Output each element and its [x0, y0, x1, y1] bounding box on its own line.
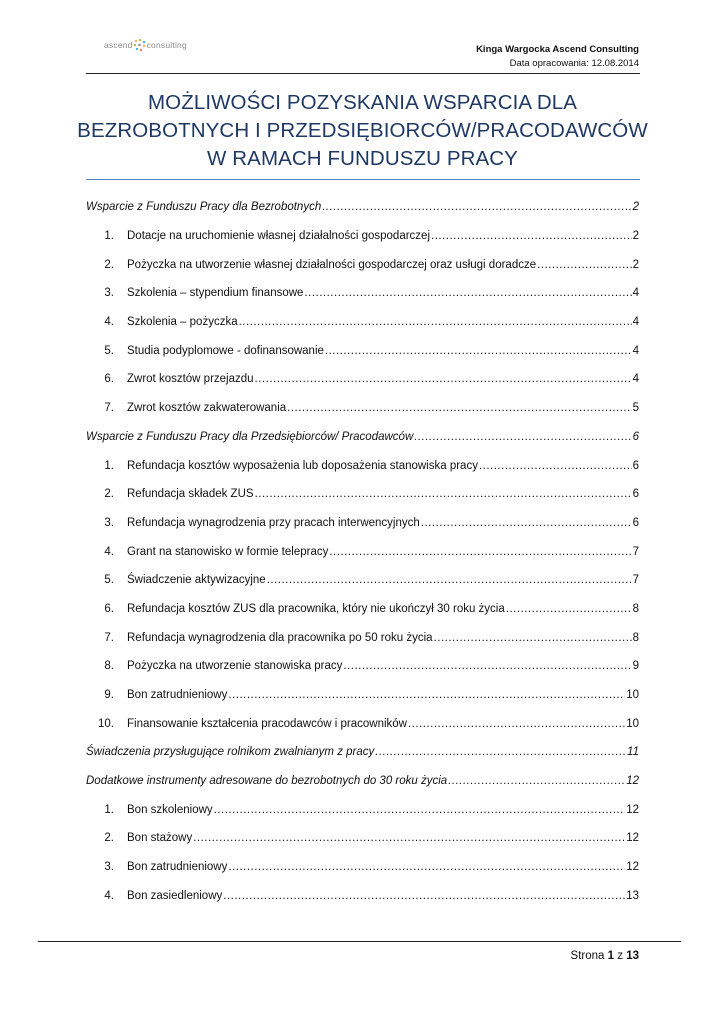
- footer-current-page: 1: [607, 950, 615, 962]
- toc-dot-leader: [193, 832, 625, 844]
- toc-item-entry[interactable]: [86, 279, 639, 308]
- toc-dot-leader: [479, 460, 632, 472]
- toc-item-number: 3.: [104, 287, 114, 300]
- toc-item-entry[interactable]: [86, 308, 639, 337]
- toc-item-entry[interactable]: [86, 336, 639, 365]
- toc-item-entry[interactable]: [86, 853, 639, 882]
- toc-item-entry[interactable]: [86, 709, 639, 738]
- toc-entry-text: Wsparcie z Funduszu Pracy dla Przedsiębiorców/ Pracodawców: [86, 430, 414, 443]
- toc-dot-leader: [255, 373, 632, 385]
- toc-entry-text: Refundacja wynagrodzenia dla pracownika po 50 roku życia: [127, 631, 433, 644]
- toc-entry-text: Dodatkowe instrumenty adresowane do bezrobotnych do 30 roku życia: [86, 775, 448, 788]
- toc-page-number: 5: [632, 402, 639, 415]
- toc-item-number: 4.: [104, 545, 114, 558]
- toc-entry-text: Zwrot kosztów zakwaterowania: [127, 402, 287, 415]
- toc-page-number: 12: [626, 803, 639, 816]
- header-company: Kinga Wargocka Ascend Consulting: [476, 44, 639, 55]
- toc-page-number: 12: [626, 775, 639, 788]
- toc-entry-text: Refundacja kosztów ZUS dla pracownika, który nie ukończył 30 roku życia: [127, 602, 505, 615]
- toc-dot-leader: [434, 632, 632, 644]
- toc-dot-leader: [448, 775, 625, 787]
- toc-dot-leader: [506, 603, 632, 615]
- toc-page-number: 9: [632, 660, 639, 673]
- toc-page-number: 6: [632, 430, 639, 443]
- title-line-2: BEZROBOTNYCH I PRZEDSIĘBIORCÓW/PRACODAWCÓW: [77, 119, 648, 142]
- toc-item-entry[interactable]: [86, 566, 639, 595]
- company-logo: [104, 39, 187, 51]
- toc-item-number: 9.: [104, 689, 114, 702]
- toc-item-entry[interactable]: [86, 365, 639, 394]
- toc-entry-text: Bon zatrudnieniowy: [127, 861, 228, 874]
- toc-item-number: 8.: [104, 660, 114, 673]
- toc-entry-text: Studia podyplomowe - dofinansowanie: [127, 344, 324, 357]
- toc-entry-text: Finansowanie kształcenia pracodawców i pracowników: [127, 717, 407, 730]
- toc-item-number: 7.: [104, 631, 114, 644]
- toc-page-number: 6: [632, 459, 639, 472]
- toc-entry-text: Grant na stanowisko w formie telepracy: [127, 545, 329, 558]
- toc-page-number: 10: [626, 717, 639, 730]
- toc-dot-leader: [421, 517, 632, 529]
- toc-dot-leader: [239, 316, 632, 328]
- toc-item-entry[interactable]: [86, 480, 639, 509]
- toc-item-number: 2.: [104, 832, 114, 845]
- toc-item-entry[interactable]: [86, 795, 639, 824]
- toc-item-number: 5.: [104, 574, 114, 587]
- toc-dot-leader: [228, 689, 625, 701]
- header-divider: [86, 73, 640, 74]
- toc-page-number: 4: [632, 344, 639, 357]
- toc-item-number: 5.: [104, 344, 114, 357]
- logo-word-ascend: ascend: [104, 40, 133, 50]
- toc-dot-leader: [325, 345, 632, 357]
- page-footer: [571, 950, 639, 962]
- toc-item-entry[interactable]: [86, 681, 639, 710]
- page-header: [0, 0, 725, 80]
- toc-item-number: 7.: [104, 402, 114, 415]
- toc-page-number: 4: [632, 287, 639, 300]
- toc-item-number: 3.: [104, 516, 114, 529]
- toc-dot-leader: [223, 890, 625, 902]
- toc-item-number: 1.: [104, 459, 114, 472]
- toc-item-number: 4.: [104, 889, 114, 902]
- toc-page-number: 11: [627, 746, 639, 759]
- toc-page-number: 12: [626, 832, 639, 845]
- toc-item-entry[interactable]: [86, 623, 639, 652]
- toc-dot-leader: [408, 718, 625, 730]
- toc-page-number: 4: [632, 373, 639, 386]
- toc-dot-leader: [375, 746, 626, 758]
- toc-entry-text: Bon stażowy: [127, 832, 193, 845]
- toc-section-entry[interactable]: [86, 767, 639, 796]
- toc-dot-leader: [255, 488, 632, 500]
- toc-item-entry[interactable]: [86, 652, 639, 681]
- toc-entry-text: Pożyczka na utworzenie własnej działalności gospodarczej oraz usługi doradcze: [127, 258, 537, 271]
- toc-page-number: 7: [632, 574, 639, 587]
- toc-entry-text: Bon zatrudnieniowy: [127, 689, 228, 702]
- toc-page-number: 4: [632, 316, 639, 329]
- toc-item-entry[interactable]: [86, 451, 639, 480]
- header-info: [476, 43, 639, 71]
- toc-item-number: 6.: [104, 602, 114, 615]
- toc-item-number: 1.: [104, 230, 114, 243]
- toc-page-number: 2: [632, 258, 639, 271]
- toc-dot-leader: [343, 660, 631, 672]
- toc-item-entry[interactable]: [86, 250, 639, 279]
- toc-dot-leader: [537, 259, 631, 271]
- footer-label: Strona: [570, 950, 605, 962]
- toc-page-number: 6: [632, 516, 639, 529]
- toc-entry-text: Świadczenia przysługujące rolnikom zwalnianym z pracy: [86, 746, 375, 759]
- toc-item-number: 6.: [104, 373, 114, 386]
- toc-page-number: 8: [632, 631, 639, 644]
- toc-dot-leader: [228, 861, 625, 873]
- toc-dot-leader: [287, 402, 631, 414]
- logo-word-consulting: consulting: [146, 40, 187, 50]
- toc-item-entry[interactable]: [86, 509, 639, 538]
- toc-item-entry[interactable]: [86, 595, 639, 624]
- table-of-contents: [86, 193, 639, 910]
- toc-dot-leader: [329, 546, 631, 558]
- title-line-1: MOŻLIWOŚCI POZYSKANIA WSPARCIA DLA: [147, 91, 578, 114]
- toc-page-number: 12: [626, 861, 639, 874]
- toc-entry-text: Zwrot kosztów przejazdu: [127, 373, 254, 386]
- toc-page-number: 2: [632, 201, 639, 214]
- toc-page-number: 8: [632, 602, 639, 615]
- toc-entry-text: Refundacja składek ZUS: [127, 488, 254, 501]
- toc-page-number: 13: [626, 889, 639, 902]
- toc-entry-text: Refundacja kosztów wyposażenia lub doposażenia stanowiska pracy: [127, 459, 478, 472]
- document-title: [60, 89, 665, 173]
- toc-item-number: 2.: [104, 258, 114, 271]
- logo-dots-icon: [134, 39, 146, 51]
- toc-page-number: 2: [632, 230, 639, 243]
- toc-page-number: 7: [632, 545, 639, 558]
- toc-dot-leader: [431, 230, 632, 242]
- toc-section-entry[interactable]: [86, 423, 639, 452]
- toc-item-number: 3.: [104, 861, 114, 874]
- toc-entry-text: Refundacja wynagrodzenia przy pracach interwencyjnych: [127, 516, 420, 529]
- toc-entry-text: Bon szkoleniowy: [127, 803, 213, 816]
- toc-item-entry[interactable]: [86, 882, 639, 911]
- toc-page-number: 6: [632, 488, 639, 501]
- header-date: Data opracowania: 12.08.2014: [509, 58, 639, 69]
- toc-entry-text: Świadczenie aktywizacyjne: [127, 574, 266, 587]
- toc-entry-text: Wsparcie z Funduszu Pracy dla Bezrobotnych: [86, 201, 322, 214]
- toc-item-number: 10.: [98, 717, 114, 730]
- footer-total-pages: 13: [626, 950, 639, 962]
- toc-dot-leader: [214, 804, 626, 816]
- toc-entry-text: Dotacje na uruchomienie własnej działalności gospodarczej: [127, 230, 431, 243]
- toc-item-entry[interactable]: [86, 394, 639, 423]
- toc-dot-leader: [414, 431, 631, 443]
- toc-entry-text: Bon zasiedleniowy: [127, 889, 223, 902]
- toc-item-number: 1.: [104, 803, 114, 816]
- toc-entry-text: Szkolenia – pożyczka: [127, 316, 238, 329]
- toc-section-entry[interactable]: [86, 738, 639, 767]
- toc-item-entry[interactable]: [86, 824, 639, 853]
- toc-item-entry[interactable]: [86, 537, 639, 566]
- footer-divider: [38, 941, 681, 942]
- toc-page-number: 10: [626, 689, 639, 702]
- toc-dot-leader: [322, 201, 631, 213]
- toc-dot-leader: [304, 287, 631, 299]
- toc-entry-text: Szkolenia – stypendium finansowe: [127, 287, 304, 300]
- title-divider: [86, 179, 640, 180]
- title-line-3: W RAMACH FUNDUSZU PRACY: [207, 147, 518, 170]
- toc-entry-text: Pożyczka na utworzenie stanowiska pracy: [127, 660, 343, 673]
- toc-item-number: 2.: [104, 488, 114, 501]
- footer-of: z: [617, 950, 623, 962]
- toc-item-entry[interactable]: [86, 222, 639, 251]
- toc-section-entry[interactable]: [86, 193, 639, 222]
- toc-item-number: 4.: [104, 316, 114, 329]
- toc-dot-leader: [267, 574, 632, 586]
